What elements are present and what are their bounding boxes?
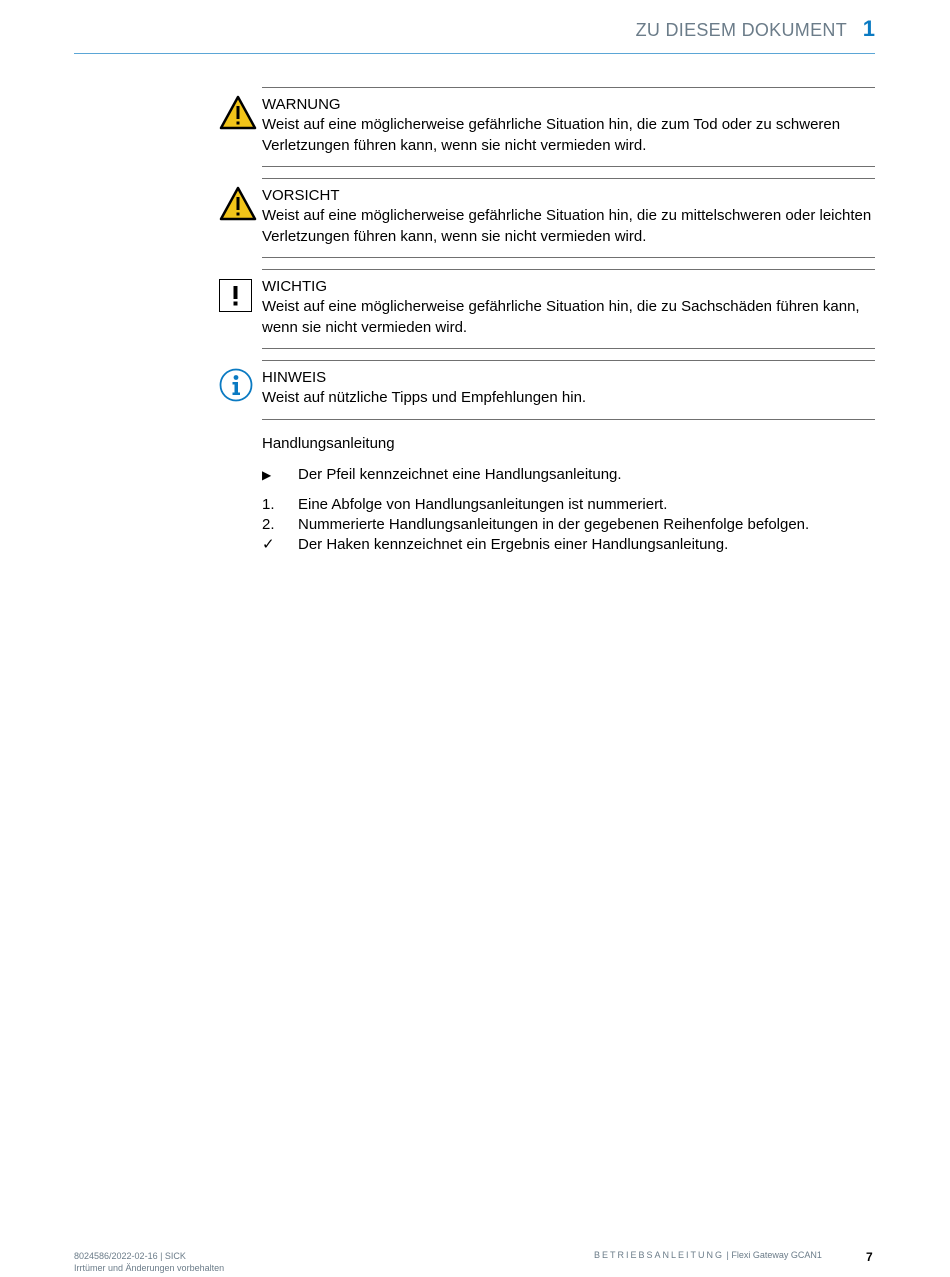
notice-heading: WICHTIG	[262, 278, 327, 295]
notice-note	[262, 360, 875, 420]
arrow-marker-icon: ▶	[262, 468, 272, 482]
notice-text: Weist auf eine möglicherweise gefährliche Situation hin, die zu mittelschweren oder leichten Verletzungen führen kann, wenn sie nicht vermieden wird.	[262, 207, 872, 245]
footer-left	[74, 1250, 224, 1274]
notice-text: Weist auf eine möglicherweise gefährliche Situation hin, die zu Sachschäden führen kann, wenn sie nicht vermieden wird.	[262, 298, 860, 336]
checkmark-icon: ✓	[262, 536, 275, 553]
list-item-text: Der Pfeil kennzeichnet eine Handlungsanleitung.	[298, 466, 622, 483]
disclaimer: Irrtümer und Änderungen vorbehalten	[74, 1263, 225, 1273]
notice-text: Weist auf eine möglicherweise gefährliche Situation hin, die zum Tod oder zu schweren Verletzungen führen kann, wenn sie nicht vermieden wird.	[262, 116, 841, 154]
notice-heading: WARNUNG	[262, 96, 341, 113]
chapter-title: ZU DIESEM DOKUMENT	[635, 20, 847, 40]
notice-heading: HINWEIS	[262, 369, 327, 386]
notice-text: Weist auf nützliche Tipps und Empfehlungen hin.	[262, 389, 587, 406]
notice-caution	[262, 178, 875, 258]
list-item-text: Der Haken kennzeichnet ein Ergebnis einer Handlungsanleitung.	[298, 536, 729, 553]
notice-warning	[262, 87, 875, 167]
notice-important	[262, 269, 875, 349]
page-header	[74, 18, 875, 54]
list-number: 1.	[262, 496, 275, 513]
exclamation-box-icon	[219, 279, 252, 317]
document-id: 8024586/2022-02-16 | SICK	[74, 1251, 186, 1261]
list-number: 2.	[262, 516, 275, 533]
info-circle-icon	[219, 368, 253, 407]
document-type: BETRIEBSANLEITUNG	[594, 1250, 725, 1260]
product-name: | Flexi Gateway GCAN1	[726, 1250, 822, 1260]
caution-triangle-icon	[219, 186, 257, 227]
notice-heading: VORSICHT	[262, 187, 340, 204]
warning-triangle-icon	[219, 95, 257, 136]
page-number: 7	[866, 1250, 873, 1264]
footer-document-info	[594, 1250, 822, 1260]
list-item-text: Nummerierte Handlungsanleitungen in der gegebenen Reihenfolge befolgen.	[298, 516, 810, 533]
list-item-text: Eine Abfolge von Handlungsanleitungen ist nummeriert.	[298, 496, 668, 513]
chapter-number: 1	[862, 16, 875, 41]
instructions-heading: Handlungsanleitung	[262, 435, 395, 452]
